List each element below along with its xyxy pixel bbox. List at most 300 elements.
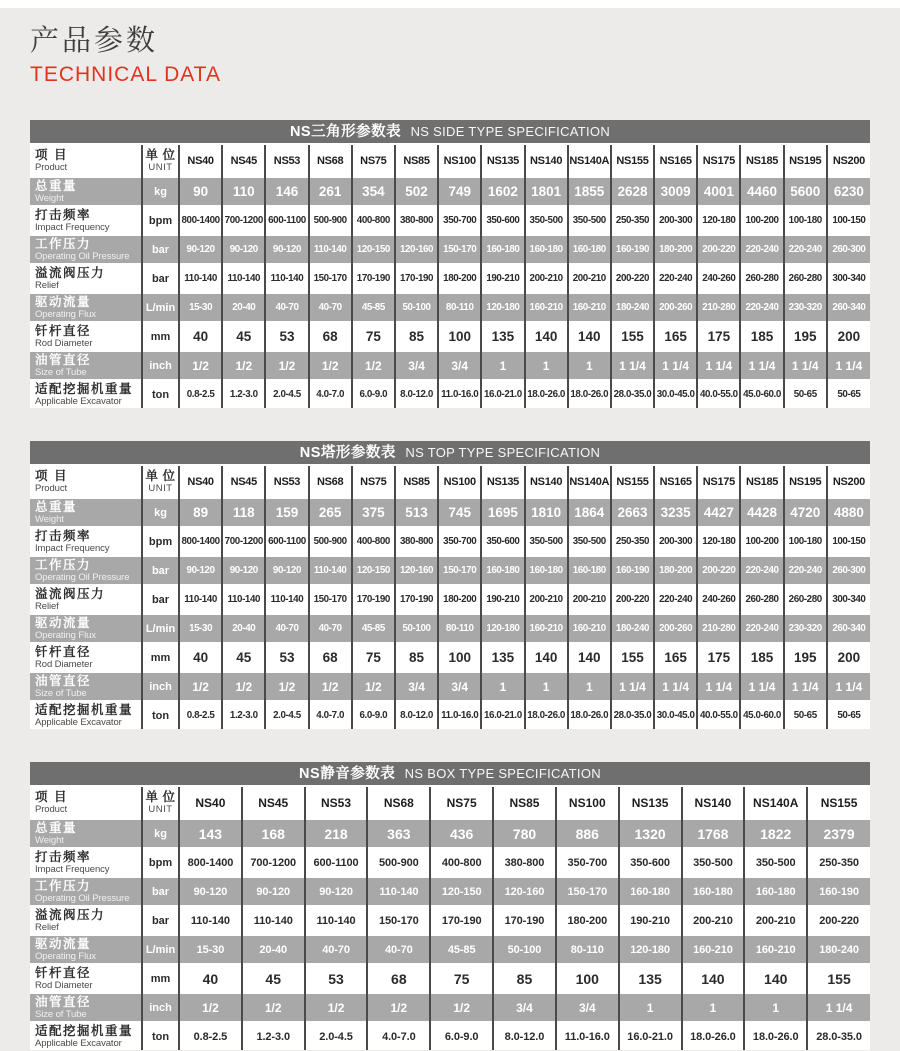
value-cell: 170-190 (395, 264, 438, 293)
value-cell: 180-240 (611, 293, 654, 322)
row-label-en: Weight (35, 835, 64, 847)
page-subtitle: TECHNICAL DATA (30, 63, 221, 86)
value-cell: 260-280 (784, 264, 827, 293)
value-cell: 2379 (807, 819, 870, 848)
corner-label-en: Product (35, 483, 68, 495)
value-cell: 6.0-9.0 (352, 701, 395, 729)
value-cell: 40-70 (367, 935, 430, 964)
value-cell: 89 (179, 498, 222, 527)
value-cell: 1 1/4 (740, 672, 783, 701)
value-cell: 90-120 (222, 235, 265, 264)
value-cell: 18.0-26.0 (568, 701, 611, 729)
value-cell: 150-170 (438, 235, 481, 264)
value-cell: 155 (611, 643, 654, 672)
value-cell: 160-180 (744, 877, 807, 906)
value-cell: 185 (740, 643, 783, 672)
row-label-en: Rod Diameter (35, 338, 93, 350)
value-cell: 2.0-4.5 (305, 1022, 368, 1050)
unit-header-en: UNIT (148, 162, 173, 174)
row-label-cn: 适配挖掘机重量 (35, 382, 134, 397)
value-cell: 190-210 (619, 906, 682, 935)
tables-container (30, 120, 870, 1050)
value-cell: 350-500 (744, 848, 807, 877)
value-cell: 120-150 (352, 235, 395, 264)
unit-cell: kg (142, 498, 179, 527)
corner-product-header (30, 786, 142, 819)
value-cell: 165 (654, 643, 697, 672)
value-cell: 1/2 (179, 993, 242, 1022)
row-label (30, 935, 142, 964)
value-cell: 135 (619, 964, 682, 993)
value-cell: 170-190 (493, 906, 556, 935)
row-label (30, 848, 142, 877)
value-cell: 200-300 (654, 206, 697, 235)
value-cell: 75 (352, 322, 395, 351)
value-cell: 800-1400 (179, 848, 242, 877)
value-cell: 100-150 (827, 206, 870, 235)
unit-cell: bar (142, 235, 179, 264)
value-cell: 1 (682, 993, 745, 1022)
row-label-cn: 总重量 (35, 500, 78, 515)
value-cell: 1 (568, 672, 611, 701)
value-cell: 4427 (697, 498, 740, 527)
value-cell: 120-180 (697, 527, 740, 556)
value-cell: 210-280 (697, 293, 740, 322)
value-cell: 85 (395, 643, 438, 672)
value-cell: 50-65 (784, 701, 827, 729)
column-header-ns195: NS195 (784, 144, 827, 177)
value-cell: 220-240 (654, 264, 697, 293)
row-label-cn: 打击频率 (35, 529, 92, 544)
spec-table-side (30, 120, 870, 408)
value-cell: 200-220 (611, 264, 654, 293)
value-cell: 140 (682, 964, 745, 993)
column-header-ns140: NS140 (525, 144, 568, 177)
value-cell: 1.2-3.0 (242, 1022, 305, 1050)
corner-label-en: Product (35, 162, 68, 174)
value-cell: 160-210 (568, 614, 611, 643)
value-cell: 200-210 (568, 585, 611, 614)
value-cell: 3/4 (438, 672, 481, 701)
value-cell: 3/4 (556, 993, 619, 1022)
value-cell: 135 (481, 643, 524, 672)
column-header-ns45: NS45 (242, 786, 305, 819)
table-title-bar (30, 762, 870, 785)
value-cell: 1/2 (179, 351, 222, 380)
value-cell: 350-500 (682, 848, 745, 877)
value-cell: 1/2 (367, 993, 430, 1022)
value-cell: 220-240 (784, 556, 827, 585)
row-label-en: Rod Diameter (35, 980, 93, 992)
value-cell: 700-1200 (222, 206, 265, 235)
value-cell: 220-240 (740, 614, 783, 643)
column-header-ns85: NS85 (493, 786, 556, 819)
table-row-rod-diameter (30, 964, 870, 993)
value-cell: 50-65 (784, 380, 827, 408)
column-header-ns200: NS200 (827, 144, 870, 177)
value-cell: 160-210 (525, 293, 568, 322)
value-cell: 18.0-26.0 (568, 380, 611, 408)
column-header-ns45: NS45 (222, 465, 265, 498)
value-cell: 200-210 (568, 264, 611, 293)
value-cell: 350-600 (619, 848, 682, 877)
value-cell: 140 (568, 643, 611, 672)
value-cell: 100-180 (784, 527, 827, 556)
value-cell: 350-500 (525, 206, 568, 235)
value-cell: 40 (179, 643, 222, 672)
unit-cell: bar (142, 906, 179, 935)
value-cell: 68 (309, 322, 352, 351)
row-label-cn: 打击频率 (35, 850, 92, 865)
value-cell: 15-30 (179, 293, 222, 322)
value-cell: 780 (493, 819, 556, 848)
row-label (30, 819, 142, 848)
value-cell: 380-800 (395, 527, 438, 556)
value-cell: 140 (744, 964, 807, 993)
value-cell: 80-110 (438, 293, 481, 322)
column-header-ns68: NS68 (367, 786, 430, 819)
value-cell: 18.0-26.0 (682, 1022, 745, 1050)
unit-cell: inch (142, 672, 179, 701)
value-cell: 1/2 (242, 993, 305, 1022)
unit-cell: bar (142, 556, 179, 585)
value-cell: 110-140 (242, 906, 305, 935)
value-cell: 260-340 (827, 614, 870, 643)
value-cell: 220-240 (784, 235, 827, 264)
value-cell: 150-170 (309, 585, 352, 614)
column-header-ns85: NS85 (395, 465, 438, 498)
value-cell: 40-70 (265, 293, 308, 322)
value-cell: 3/4 (493, 993, 556, 1022)
row-label-en: Size of Tube (35, 688, 87, 700)
row-label (30, 322, 142, 351)
value-cell: 220-240 (740, 235, 783, 264)
value-cell: 1 1/4 (654, 672, 697, 701)
value-cell: 363 (367, 819, 430, 848)
table-title-bar (30, 120, 870, 143)
value-cell: 400-800 (430, 848, 493, 877)
table-row-impact-frequency (30, 527, 870, 556)
value-cell: 180-200 (654, 556, 697, 585)
page-title: 产品参数 (30, 25, 159, 57)
value-cell: 68 (309, 643, 352, 672)
unit-cell: bar (142, 264, 179, 293)
row-label-en: Weight (35, 514, 64, 526)
value-cell: 260-340 (827, 293, 870, 322)
value-cell: 155 (611, 322, 654, 351)
value-cell: 100 (556, 964, 619, 993)
value-cell: 8.0-12.0 (395, 701, 438, 729)
unit-cell: ton (142, 380, 179, 408)
row-label-cn: 适配挖掘机重量 (35, 1024, 134, 1039)
value-cell: 100-150 (827, 527, 870, 556)
table-header-row (30, 465, 870, 498)
table-title-en: NS TOP TYPE SPECIFICATION (405, 445, 601, 460)
table-row-operating-oil-pressure (30, 235, 870, 264)
value-cell: 120-180 (619, 935, 682, 964)
value-cell: 160-190 (611, 556, 654, 585)
column-header-ns155: NS155 (807, 786, 870, 819)
row-label-cn: 油管直径 (35, 674, 92, 689)
unit-cell: L/min (142, 293, 179, 322)
value-cell: 120-180 (481, 614, 524, 643)
value-cell: 1 1/4 (654, 351, 697, 380)
value-cell: 218 (305, 819, 368, 848)
row-label (30, 1022, 142, 1050)
value-cell: 200-260 (654, 614, 697, 643)
row-label (30, 701, 142, 729)
value-cell: 28.0-35.0 (807, 1022, 870, 1050)
value-cell: 1/2 (179, 672, 222, 701)
table-title-bar (30, 441, 870, 464)
column-header-ns53: NS53 (265, 144, 308, 177)
value-cell: 200 (827, 643, 870, 672)
table-row-applicable-excavator (30, 380, 870, 408)
column-header-ns85: NS85 (395, 144, 438, 177)
value-cell: 500-900 (309, 527, 352, 556)
value-cell: 4.0-7.0 (367, 1022, 430, 1050)
value-cell: 45.0-60.0 (740, 380, 783, 408)
unit-header-en: UNIT (148, 804, 173, 816)
value-cell: 170-190 (352, 585, 395, 614)
column-header-ns140a: NS140A (568, 465, 611, 498)
value-cell: 200-220 (697, 235, 740, 264)
unit-cell: bpm (142, 848, 179, 877)
value-cell: 0.8-2.5 (179, 1022, 242, 1050)
value-cell: 45 (222, 322, 265, 351)
value-cell: 745 (438, 498, 481, 527)
row-label-cn: 总重量 (35, 821, 78, 836)
corner-label-cn: 项 目 (35, 148, 68, 163)
value-cell: 110-140 (222, 585, 265, 614)
value-cell: 220-240 (740, 293, 783, 322)
value-cell: 110 (222, 177, 265, 206)
row-label (30, 964, 142, 993)
page (0, 8, 900, 1050)
spec-data-table (30, 464, 870, 729)
value-cell: 90-120 (242, 877, 305, 906)
value-cell: 1 1/4 (697, 672, 740, 701)
column-header-ns75: NS75 (430, 786, 493, 819)
column-header-ns100: NS100 (438, 465, 481, 498)
value-cell: 261 (309, 177, 352, 206)
table-title-cn: NS三角形参数表 (289, 124, 402, 140)
unit-cell: bpm (142, 206, 179, 235)
row-label-en: Operating Flux (35, 951, 96, 963)
value-cell: 160-180 (568, 556, 611, 585)
value-cell: 240-260 (697, 264, 740, 293)
value-cell: 1810 (525, 498, 568, 527)
table-row-operating-flux (30, 935, 870, 964)
value-cell: 53 (265, 322, 308, 351)
row-label-en: Impact Frequency (35, 864, 110, 876)
value-cell: 800-1400 (179, 206, 222, 235)
table-row-operating-oil-pressure (30, 877, 870, 906)
value-cell: 8.0-12.0 (493, 1022, 556, 1050)
corner-product-header (30, 144, 142, 177)
value-cell: 110-140 (179, 906, 242, 935)
value-cell: 4720 (784, 498, 827, 527)
table-title-cn: NS塔形参数表 (299, 445, 396, 461)
row-label-en: Applicable Excavator (35, 717, 122, 729)
row-label (30, 672, 142, 701)
row-label-cn: 油管直径 (35, 353, 92, 368)
column-header-ns135: NS135 (481, 144, 524, 177)
value-cell: 90-120 (179, 877, 242, 906)
value-cell: 90-120 (179, 556, 222, 585)
row-label-en: Size of Tube (35, 1009, 87, 1021)
unit-header-cn: 单 位 (145, 469, 176, 484)
value-cell: 180-200 (438, 264, 481, 293)
unit-header-cn: 单 位 (145, 148, 176, 163)
value-cell: 502 (395, 177, 438, 206)
value-cell: 1 1/4 (784, 351, 827, 380)
value-cell: 30.0-45.0 (654, 701, 697, 729)
value-cell: 1/2 (222, 672, 265, 701)
value-cell: 140 (525, 322, 568, 351)
column-header-ns165: NS165 (654, 144, 697, 177)
value-cell: 150-170 (438, 556, 481, 585)
column-header-ns45: NS45 (222, 144, 265, 177)
value-cell: 160-210 (682, 935, 745, 964)
column-header-ns135: NS135 (481, 465, 524, 498)
row-label-en: Rod Diameter (35, 659, 93, 671)
value-cell: 20-40 (242, 935, 305, 964)
unit-cell: inch (142, 351, 179, 380)
value-cell: 110-140 (179, 264, 222, 293)
column-header-ns195: NS195 (784, 465, 827, 498)
spec-data-table (30, 143, 870, 408)
column-header-ns140a: NS140A (744, 786, 807, 819)
value-cell: 160-180 (525, 556, 568, 585)
value-cell: 90-120 (265, 556, 308, 585)
value-cell: 110-140 (305, 906, 368, 935)
unit-cell: kg (142, 177, 179, 206)
value-cell: 150-170 (309, 264, 352, 293)
row-label-en: Size of Tube (35, 367, 87, 379)
row-label (30, 556, 142, 585)
top-strip (0, 0, 900, 8)
value-cell: 1.2-3.0 (222, 701, 265, 729)
value-cell: 40 (179, 964, 242, 993)
value-cell: 68 (367, 964, 430, 993)
value-cell: 175 (697, 322, 740, 351)
row-label-cn: 总重量 (35, 179, 78, 194)
value-cell: 1768 (682, 819, 745, 848)
value-cell: 20-40 (222, 614, 265, 643)
value-cell: 110-140 (222, 264, 265, 293)
value-cell: 380-800 (493, 848, 556, 877)
table-row-relief (30, 585, 870, 614)
value-cell: 886 (556, 819, 619, 848)
value-cell: 195 (784, 322, 827, 351)
value-cell: 18.0-26.0 (744, 1022, 807, 1050)
value-cell: 1/2 (305, 993, 368, 1022)
value-cell: 800-1400 (179, 527, 222, 556)
value-cell: 200-210 (682, 906, 745, 935)
row-label (30, 614, 142, 643)
value-cell: 110-140 (179, 585, 222, 614)
value-cell: 380-800 (395, 206, 438, 235)
value-cell: 240-260 (697, 585, 740, 614)
unit-cell: mm (142, 964, 179, 993)
column-header-ns40: NS40 (179, 465, 222, 498)
table-row-relief (30, 906, 870, 935)
value-cell: 1822 (744, 819, 807, 848)
value-cell: 53 (265, 643, 308, 672)
table-row-size-of-tube (30, 993, 870, 1022)
spec-table-box (30, 762, 870, 1050)
value-cell: 8.0-12.0 (395, 380, 438, 408)
row-label (30, 351, 142, 380)
value-cell: 190-210 (481, 264, 524, 293)
unit-cell: bar (142, 585, 179, 614)
value-cell: 600-1100 (305, 848, 368, 877)
corner-label-en: Product (35, 804, 68, 816)
value-cell: 160-210 (568, 293, 611, 322)
value-cell: 220-240 (654, 585, 697, 614)
value-cell: 3/4 (395, 672, 438, 701)
value-cell: 1/2 (352, 672, 395, 701)
column-header-ns175: NS175 (697, 144, 740, 177)
value-cell: 200-300 (654, 527, 697, 556)
value-cell: 4428 (740, 498, 783, 527)
value-cell: 600-1100 (265, 206, 308, 235)
value-cell: 265 (309, 498, 352, 527)
row-label-en: Applicable Excavator (35, 1038, 122, 1050)
value-cell: 4460 (740, 177, 783, 206)
row-label-cn: 工作压力 (35, 558, 92, 573)
column-header-ns68: NS68 (309, 144, 352, 177)
value-cell: 170-190 (395, 585, 438, 614)
value-cell: 749 (438, 177, 481, 206)
value-cell: 50-65 (827, 701, 870, 729)
row-label (30, 498, 142, 527)
corner-product-header (30, 465, 142, 498)
row-label (30, 906, 142, 935)
value-cell: 45 (242, 964, 305, 993)
value-cell: 40-70 (265, 614, 308, 643)
value-cell: 350-600 (481, 527, 524, 556)
corner-label-cn: 项 目 (35, 790, 68, 805)
table-title-en: NS SIDE TYPE SPECIFICATION (410, 124, 611, 139)
value-cell: 30.0-45.0 (654, 380, 697, 408)
value-cell: 1/2 (309, 672, 352, 701)
value-cell: 1 (525, 672, 568, 701)
value-cell: 160-180 (525, 235, 568, 264)
value-cell: 110-140 (265, 585, 308, 614)
row-label-en: Operating Oil Pressure (35, 893, 130, 905)
value-cell: 250-350 (611, 206, 654, 235)
value-cell: 140 (568, 322, 611, 351)
row-label-cn: 溢流阀压力 (35, 587, 106, 602)
value-cell: 180-200 (438, 585, 481, 614)
value-cell: 1 (481, 672, 524, 701)
value-cell: 90-120 (265, 235, 308, 264)
value-cell: 53 (305, 964, 368, 993)
table-row-impact-frequency (30, 206, 870, 235)
table-row-rod-diameter (30, 643, 870, 672)
column-header-ns140: NS140 (682, 786, 745, 819)
column-header-ns155: NS155 (611, 144, 654, 177)
value-cell: 120-160 (395, 556, 438, 585)
value-cell: 1 (568, 351, 611, 380)
value-cell: 146 (265, 177, 308, 206)
row-label (30, 993, 142, 1022)
row-label-en: Weight (35, 193, 64, 205)
value-cell: 50-100 (395, 293, 438, 322)
column-header-ns100: NS100 (438, 144, 481, 177)
